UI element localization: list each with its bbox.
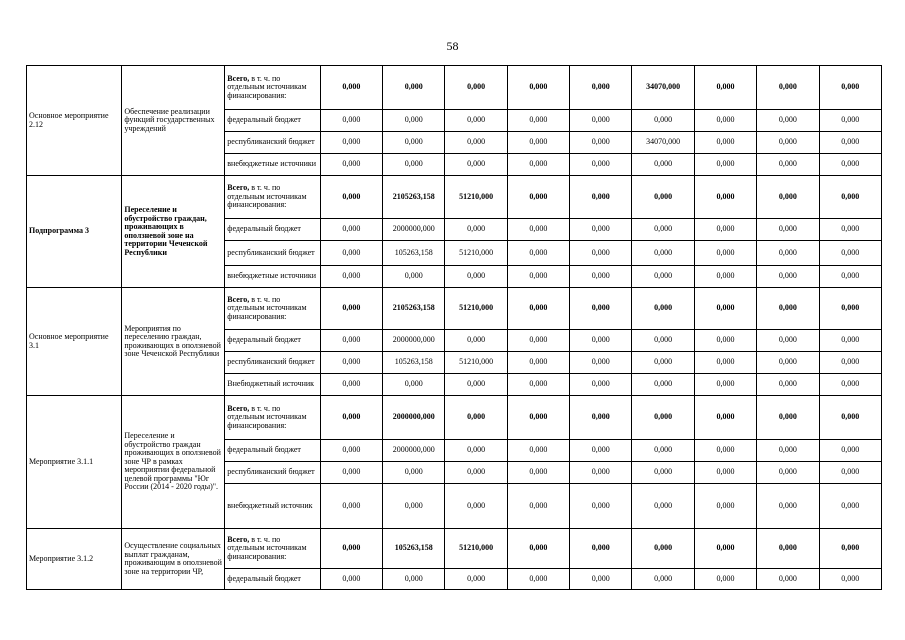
budget-value-cell: 0,000 bbox=[757, 484, 819, 529]
budget-value-cell: 0,000 bbox=[757, 110, 819, 132]
budget-value-cell: 0,000 bbox=[445, 154, 507, 176]
budget-value-cell: 0,000 bbox=[570, 110, 632, 132]
budget-value-cell: 0,000 bbox=[819, 176, 881, 219]
funding-source: федеральный бюджет bbox=[225, 330, 320, 352]
budget-table-body bbox=[27, 66, 882, 590]
budget-value-cell: 0,000 bbox=[445, 266, 507, 288]
funding-source: внебюджетный источник bbox=[225, 484, 320, 529]
budget-value-cell: 0,000 bbox=[694, 529, 756, 569]
budget-value-cell: 0,000 bbox=[445, 440, 507, 462]
budget-value-cell: 0,000 bbox=[757, 529, 819, 569]
budget-value-cell: 0,000 bbox=[694, 352, 756, 374]
activity-name: Основное мероприятие 2.12 bbox=[27, 66, 122, 176]
budget-value-cell: 0,000 bbox=[694, 132, 756, 154]
budget-value-cell: 0,000 bbox=[507, 484, 569, 529]
budget-value-cell: 0,000 bbox=[570, 330, 632, 352]
budget-value-cell: 0,000 bbox=[694, 66, 756, 110]
budget-value-cell: 0,000 bbox=[694, 374, 756, 396]
funding-source: федеральный бюджет bbox=[225, 440, 320, 462]
budget-value-cell: 0,000 bbox=[383, 484, 445, 529]
budget-value-cell: 0,000 bbox=[445, 330, 507, 352]
budget-value-cell: 0,000 bbox=[507, 529, 569, 569]
budget-value-cell: 0,000 bbox=[757, 330, 819, 352]
funding-source: республиканский бюджет bbox=[225, 132, 320, 154]
budget-value-cell: 0,000 bbox=[507, 66, 569, 110]
budget-value-cell: 0,000 bbox=[632, 110, 694, 132]
budget-value-cell: 2000000,000 bbox=[383, 440, 445, 462]
budget-value-cell: 0,000 bbox=[383, 154, 445, 176]
budget-value-cell: 0,000 bbox=[694, 266, 756, 288]
budget-value-cell: 0,000 bbox=[570, 462, 632, 484]
budget-value-cell: 0,000 bbox=[819, 352, 881, 374]
budget-value-cell: 2105263,158 bbox=[383, 176, 445, 219]
budget-value-cell: 0,000 bbox=[445, 396, 507, 440]
budget-value-cell: 0,000 bbox=[570, 219, 632, 241]
budget-value-cell: 51210,000 bbox=[445, 288, 507, 330]
budget-value-cell: 0,000 bbox=[445, 569, 507, 590]
table-row bbox=[27, 396, 882, 440]
funding-source: республиканский бюджет bbox=[225, 352, 320, 374]
funding-source-total-label: Всего, bbox=[227, 403, 250, 413]
budget-value-cell: 0,000 bbox=[383, 374, 445, 396]
budget-value-cell: 0,000 bbox=[819, 66, 881, 110]
budget-value-cell: 0,000 bbox=[694, 110, 756, 132]
budget-value-cell: 0,000 bbox=[507, 154, 569, 176]
funding-source-total-label: Всего, bbox=[227, 73, 250, 83]
budget-value-cell: 2000000,000 bbox=[383, 396, 445, 440]
budget-value-cell: 0,000 bbox=[320, 440, 382, 462]
budget-value-cell: 0,000 bbox=[694, 440, 756, 462]
budget-value-cell: 0,000 bbox=[819, 266, 881, 288]
budget-value-cell: 0,000 bbox=[694, 288, 756, 330]
budget-value-cell: 0,000 bbox=[570, 396, 632, 440]
budget-value-cell: 0,000 bbox=[320, 176, 382, 219]
activity-description: Осуществление социальных выплат гражданам, проживающим в оползневой зоне на территории ЧР, bbox=[122, 529, 225, 590]
activity-description: Мероприятия по переселению граждан, проживающих в оползневой зоне Чеченской Республики bbox=[122, 288, 225, 396]
funding-source bbox=[225, 176, 320, 219]
budget-value-cell: 0,000 bbox=[320, 484, 382, 529]
funding-source bbox=[225, 288, 320, 330]
budget-value-cell: 0,000 bbox=[383, 110, 445, 132]
budget-value-cell: 0,000 bbox=[570, 374, 632, 396]
budget-value-cell: 0,000 bbox=[383, 462, 445, 484]
budget-value-cell: 0,000 bbox=[445, 374, 507, 396]
budget-value-cell: 0,000 bbox=[320, 352, 382, 374]
budget-value-cell: 0,000 bbox=[632, 154, 694, 176]
funding-source-total-rest: в т. ч. по отдельным источникам финансирования: bbox=[227, 294, 307, 321]
budget-value-cell: 0,000 bbox=[320, 219, 382, 241]
budget-value-cell: 0,000 bbox=[507, 569, 569, 590]
budget-value-cell: 0,000 bbox=[694, 176, 756, 219]
budget-value-cell: 0,000 bbox=[320, 288, 382, 330]
budget-value-cell: 0,000 bbox=[445, 66, 507, 110]
budget-value-cell: 0,000 bbox=[757, 288, 819, 330]
budget-value-cell: 0,000 bbox=[694, 484, 756, 529]
budget-value-cell: 0,000 bbox=[819, 440, 881, 462]
budget-value-cell: 0,000 bbox=[507, 110, 569, 132]
budget-value-cell: 0,000 bbox=[570, 288, 632, 330]
budget-value-cell: 51210,000 bbox=[445, 529, 507, 569]
budget-value-cell: 34070,000 bbox=[632, 132, 694, 154]
budget-value-cell: 0,000 bbox=[507, 462, 569, 484]
budget-value-cell: 0,000 bbox=[757, 352, 819, 374]
budget-value-cell: 0,000 bbox=[757, 569, 819, 590]
budget-value-cell: 2105263,158 bbox=[383, 288, 445, 330]
budget-value-cell: 0,000 bbox=[819, 484, 881, 529]
budget-value-cell: 0,000 bbox=[383, 266, 445, 288]
budget-value-cell: 0,000 bbox=[632, 352, 694, 374]
budget-value-cell: 2000000,000 bbox=[383, 219, 445, 241]
budget-value-cell: 0,000 bbox=[757, 241, 819, 266]
funding-source: внебюджетные источники bbox=[225, 154, 320, 176]
budget-value-cell: 0,000 bbox=[632, 440, 694, 462]
budget-value-cell: 0,000 bbox=[507, 266, 569, 288]
budget-value-cell: 0,000 bbox=[320, 374, 382, 396]
budget-value-cell: 0,000 bbox=[507, 396, 569, 440]
funding-source: республиканский бюджет bbox=[225, 462, 320, 484]
budget-value-cell: 0,000 bbox=[819, 219, 881, 241]
table-row bbox=[27, 288, 882, 330]
budget-value-cell: 0,000 bbox=[320, 569, 382, 590]
budget-value-cell: 0,000 bbox=[757, 219, 819, 241]
budget-value-cell: 51210,000 bbox=[445, 241, 507, 266]
budget-value-cell: 0,000 bbox=[632, 374, 694, 396]
budget-value-cell: 0,000 bbox=[383, 132, 445, 154]
funding-source-total-rest: в т. ч. по отдельным источникам финансирования: bbox=[227, 183, 307, 210]
budget-value-cell: 0,000 bbox=[445, 110, 507, 132]
budget-value-cell: 0,000 bbox=[445, 132, 507, 154]
budget-value-cell: 0,000 bbox=[632, 176, 694, 219]
budget-value-cell: 0,000 bbox=[320, 529, 382, 569]
budget-value-cell: 0,000 bbox=[819, 154, 881, 176]
budget-value-cell: 0,000 bbox=[632, 219, 694, 241]
budget-value-cell: 0,000 bbox=[570, 154, 632, 176]
budget-value-cell: 0,000 bbox=[694, 396, 756, 440]
budget-value-cell: 0,000 bbox=[632, 462, 694, 484]
budget-value-cell: 0,000 bbox=[570, 132, 632, 154]
budget-value-cell: 0,000 bbox=[570, 352, 632, 374]
budget-value-cell: 0,000 bbox=[507, 330, 569, 352]
table-row bbox=[27, 176, 882, 219]
activity-description: Переселение и обустройство граждан, проживающих в оползневой зоне на территории Чеченской Республики bbox=[122, 176, 225, 288]
budget-value-cell: 0,000 bbox=[819, 110, 881, 132]
budget-value-cell: 0,000 bbox=[819, 569, 881, 590]
funding-source: внебюджетные источники bbox=[225, 266, 320, 288]
budget-value-cell: 34070,000 bbox=[632, 66, 694, 110]
funding-source: федеральный бюджет bbox=[225, 219, 320, 241]
budget-value-cell: 0,000 bbox=[694, 154, 756, 176]
table-row bbox=[27, 66, 882, 110]
budget-value-cell: 0,000 bbox=[694, 241, 756, 266]
budget-value-cell: 0,000 bbox=[570, 484, 632, 529]
budget-value-cell: 0,000 bbox=[632, 484, 694, 529]
budget-value-cell: 0,000 bbox=[507, 440, 569, 462]
budget-value-cell: 0,000 bbox=[694, 462, 756, 484]
budget-value-cell: 0,000 bbox=[819, 132, 881, 154]
budget-value-cell: 0,000 bbox=[507, 374, 569, 396]
budget-value-cell: 0,000 bbox=[694, 330, 756, 352]
activity-description: Переселение и обустройство граждан проживающих в оползневой зоне ЧР в рамках мероприятии федеральной целевой программы "Юг России (2014 - 2020 годы)". bbox=[122, 396, 225, 529]
funding-source-total-label: Всего, bbox=[227, 294, 250, 304]
budget-value-cell: 51210,000 bbox=[445, 352, 507, 374]
budget-value-cell: 105263,158 bbox=[383, 529, 445, 569]
budget-value-cell: 0,000 bbox=[757, 396, 819, 440]
budget-value-cell: 0,000 bbox=[819, 241, 881, 266]
budget-value-cell: 0,000 bbox=[819, 288, 881, 330]
budget-value-cell: 105263,158 bbox=[383, 352, 445, 374]
funding-source bbox=[225, 396, 320, 440]
budget-value-cell: 0,000 bbox=[507, 219, 569, 241]
funding-source-total-rest: в т. ч. по отдельным источникам финансирования: bbox=[227, 534, 307, 561]
budget-value-cell: 0,000 bbox=[320, 66, 382, 110]
budget-value-cell: 0,000 bbox=[570, 569, 632, 590]
budget-value-cell: 0,000 bbox=[570, 440, 632, 462]
budget-value-cell: 0,000 bbox=[570, 241, 632, 266]
budget-value-cell: 0,000 bbox=[383, 66, 445, 110]
budget-value-cell: 0,000 bbox=[632, 266, 694, 288]
budget-value-cell: 0,000 bbox=[757, 374, 819, 396]
funding-source: Внебюджетный источник bbox=[225, 374, 320, 396]
activity-name: Основное мероприятие 3.1 bbox=[27, 288, 122, 396]
funding-source: федеральный бюджет bbox=[225, 569, 320, 590]
budget-table bbox=[26, 65, 882, 590]
budget-value-cell: 0,000 bbox=[632, 288, 694, 330]
budget-value-cell: 0,000 bbox=[320, 266, 382, 288]
activity-name: Подпрограмма 3 bbox=[27, 176, 122, 288]
budget-value-cell: 105263,158 bbox=[383, 241, 445, 266]
budget-value-cell: 0,000 bbox=[507, 132, 569, 154]
activity-name: Мероприятие 3.1.1 bbox=[27, 396, 122, 529]
budget-value-cell: 0,000 bbox=[320, 462, 382, 484]
budget-value-cell: 0,000 bbox=[632, 396, 694, 440]
budget-value-cell: 0,000 bbox=[320, 396, 382, 440]
funding-source-total-label: Всего, bbox=[227, 534, 250, 544]
activity-name: Мероприятие 3.1.2 bbox=[27, 529, 122, 590]
budget-value-cell: 0,000 bbox=[507, 352, 569, 374]
budget-value-cell: 0,000 bbox=[320, 241, 382, 266]
budget-value-cell: 0,000 bbox=[507, 241, 569, 266]
budget-value-cell: 0,000 bbox=[819, 330, 881, 352]
budget-value-cell: 0,000 bbox=[757, 266, 819, 288]
budget-value-cell: 0,000 bbox=[757, 66, 819, 110]
funding-source bbox=[225, 66, 320, 110]
budget-value-cell: 0,000 bbox=[570, 529, 632, 569]
budget-value-cell: 0,000 bbox=[445, 484, 507, 529]
budget-value-cell: 0,000 bbox=[819, 396, 881, 440]
budget-value-cell: 0,000 bbox=[694, 569, 756, 590]
funding-source-total-label: Всего, bbox=[227, 183, 250, 193]
budget-value-cell: 0,000 bbox=[445, 462, 507, 484]
budget-value-cell: 0,000 bbox=[570, 176, 632, 219]
budget-value-cell: 0,000 bbox=[632, 241, 694, 266]
activity-description: Обеспечение реализации функций государственных учреждений bbox=[122, 66, 225, 176]
budget-value-cell: 0,000 bbox=[632, 569, 694, 590]
funding-source-total-rest: в т. ч. по отдельным источникам финансирования: bbox=[227, 73, 307, 100]
budget-value-cell: 0,000 bbox=[757, 176, 819, 219]
budget-value-cell: 0,000 bbox=[632, 529, 694, 569]
budget-value-cell: 0,000 bbox=[320, 132, 382, 154]
budget-value-cell: 0,000 bbox=[819, 529, 881, 569]
budget-value-cell: 0,000 bbox=[320, 330, 382, 352]
budget-value-cell: 0,000 bbox=[757, 154, 819, 176]
budget-value-cell: 0,000 bbox=[819, 462, 881, 484]
budget-value-cell: 0,000 bbox=[320, 154, 382, 176]
page-number: 58 bbox=[446, 39, 459, 53]
budget-value-cell: 2000000,000 bbox=[383, 330, 445, 352]
funding-source bbox=[225, 529, 320, 569]
budget-value-cell: 0,000 bbox=[757, 132, 819, 154]
funding-source: республиканский бюджет bbox=[225, 241, 320, 266]
table-row bbox=[27, 529, 882, 569]
budget-value-cell: 0,000 bbox=[694, 219, 756, 241]
budget-value-cell: 0,000 bbox=[320, 110, 382, 132]
budget-value-cell: 0,000 bbox=[757, 440, 819, 462]
budget-value-cell: 0,000 bbox=[507, 288, 569, 330]
budget-value-cell: 0,000 bbox=[570, 266, 632, 288]
budget-value-cell: 0,000 bbox=[445, 219, 507, 241]
budget-value-cell: 51210,000 bbox=[445, 176, 507, 219]
funding-source-total-rest: в т. ч. по отдельным источникам финансирования: bbox=[227, 403, 307, 430]
budget-value-cell: 0,000 bbox=[383, 569, 445, 590]
budget-value-cell: 0,000 bbox=[570, 66, 632, 110]
funding-source: федеральный бюджет bbox=[225, 110, 320, 132]
budget-value-cell: 0,000 bbox=[507, 176, 569, 219]
budget-value-cell: 0,000 bbox=[632, 330, 694, 352]
budget-value-cell: 0,000 bbox=[757, 462, 819, 484]
budget-value-cell: 0,000 bbox=[819, 374, 881, 396]
